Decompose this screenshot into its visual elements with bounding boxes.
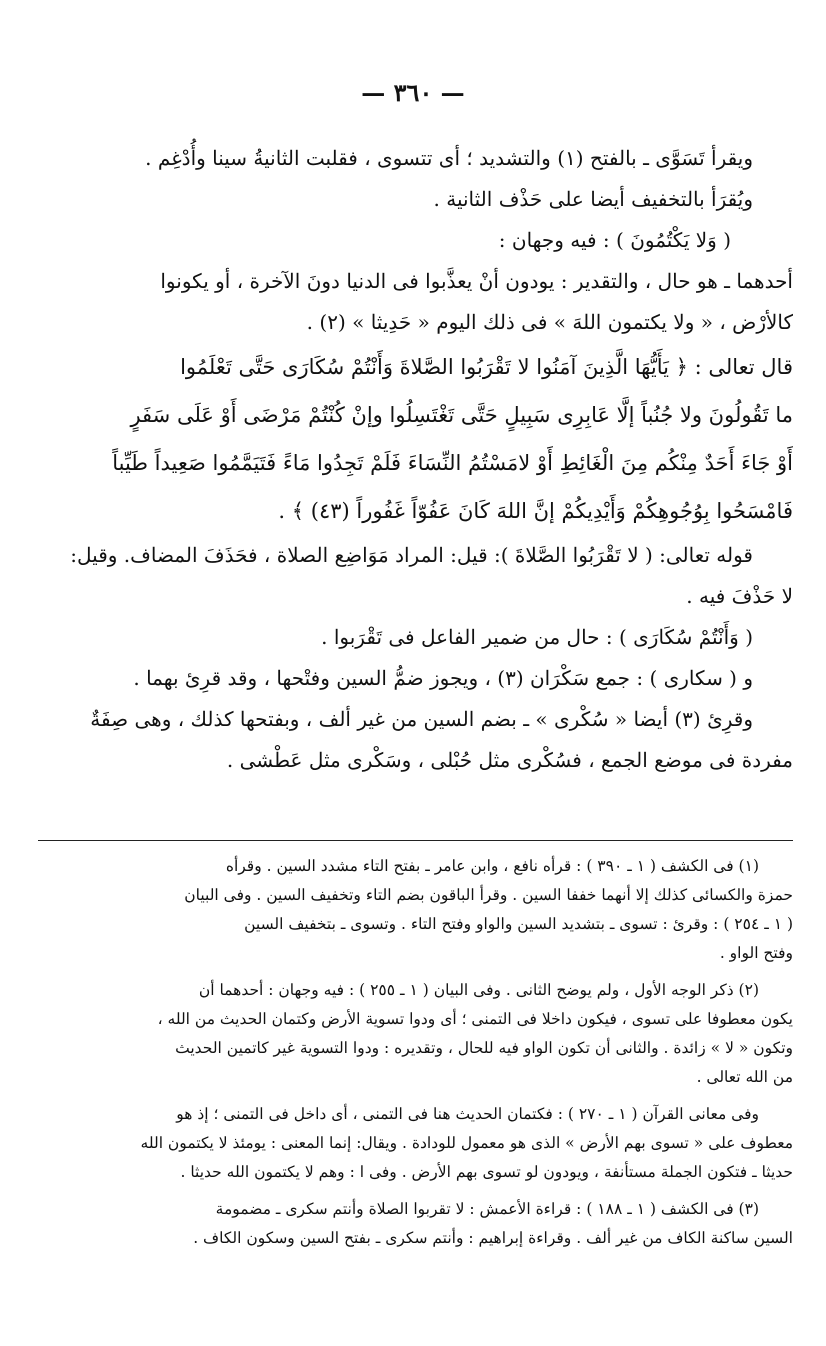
text-line: لا حَذْفَ فيه . [686, 584, 793, 608]
text-line: ( وَلا يَكْتُمُونَ ) : فيه وجهان : [498, 228, 731, 252]
footnote-line: وفتح الواو . [719, 944, 793, 962]
quran-verse-line: أَوْ جَاءَ أَحَدٌ مِنْكُم مِنَ الْغَائِطِ أَوْ لامَسْتُمُ النِّسَاءَ فَلَمْ تَجِدُوا مَاءً فَتَيَمَّمُوا صَعِيداً طَيِّباً [112, 451, 793, 475]
text-line: ويُقرَأ بالتخفيف أيضا على حَذْف الثانية . [433, 187, 753, 211]
footnote-line: حمزة والكسائى كذلك إلا أنهما خففا السين . وقرأ الباقون بضم التاء وتخفيف السين . وفى البيان [184, 886, 793, 904]
footnote-line: (١) فى الكشف ( ١ ـ ٣٩٠ ) : قرأه نافع ، وابن عامر ـ بفتح التاء مشدد السين . وقرأه [225, 857, 759, 875]
text-line: قوله تعالى: ( لا تَقْرَبُوا الصَّلاةَ ): قيل: المراد مَوَاضِع الصلاة ، فحَذَفَ المضاف. وقيل: [70, 543, 753, 567]
main-text [38, 138, 793, 781]
text-line: كالأرْض ، « ولا يكتمون اللهَ » فى ذلك اليوم « حَدِيثا » (٢) . [306, 310, 793, 334]
footnote-line: (٣) فى الكشف ( ١ ـ ١٨٨ ) : قراءة الأعمش : لا تقربوا الصلاة وأنتم سكرى ـ مضمومة [215, 1200, 759, 1218]
footnote-line: (٢) ذكر الوجه الأول ، ولم يوضح الثانى . وفى البيان ( ١ ـ ٢٥٥ ) : فيه وجهان : أحدهما أن [198, 981, 759, 999]
footnote-line: حديثا ـ فتكون الجملة مستأنفة ، ويودون لو تسوى بهم الأرض . وفى ا : وهم لا يكتمون الله حديثا . [180, 1163, 793, 1181]
footnote-line: ( ١ ـ ٢٥٤ ) : وقرئ : تسوى ـ بتشديد السين والواو وفتح التاء . وتسوى ـ بتخفيف السين [244, 915, 793, 933]
footnote-line: وتكون « لا » زائدة . والثانى أن تكون الواو فيه للحال ، وتقديره : ودوا التسوية غير كاتمين الحديث [175, 1039, 793, 1057]
page-number: — ٣٦٠ — [361, 78, 465, 107]
footnote-line: السين ساكنة الكاف من غير ألف . وقراءة إبراهيم : وأنتم سكرى ـ بفتح السين وسكون الكاف . [193, 1229, 793, 1247]
text-line: و ( سكارى ) : جمع سَكْرَان (٣) ، ويجوز ضمُّ السين وفتْحها ، وقد قرِئ بهما . [133, 666, 753, 690]
quran-verse-line: قال تعالى : ﴿ يَأَيُّهَا الَّذِينَ آمَنُوا لا تَقْرَبُوا الصَّلاةَ وَأَنْتُمْ سُكَارَى حَتَّى تَعْلَمُوا [180, 355, 793, 379]
quran-verse-line: ما تَقُولُونَ ولا جُنُباً إلَّا عَابِرِى سَبِيلٍ حَتَّى تَغْتَسِلُوا وإنْ كُنْتُمْ مَرْضَى أَوْ عَلَى سَفَرٍ [130, 403, 793, 427]
quran-verse-line: فَامْسَحُوا بِوُجُوهِكُمْ وَأَيْدِيكُمْ إنَّ اللهَ كَانَ عَفُوّاً غَفُوراً (٤٣) ﴾ . [278, 499, 793, 523]
footnote-line: معطوف على « تسوى بهم الأرض » الذى هو معمول للودادة . ويقال: إنما المعنى : يومئذ لا يكتمون الله [140, 1134, 793, 1152]
text-line: ويقرأ تَسَوَّى ـ بالفتح (١) والتشديد ؛ أى تتسوى ، فقلبت الثانيةُ سينا وأُدْغِم . [145, 146, 753, 170]
footnote-line: يكون معطوفا على تسوى ، فيكون داخلا فى التمنى ؛ أى ودوا تسوية الأرض وكتمان الحديث من الله ، [157, 1010, 793, 1028]
footnote-separator [38, 840, 793, 841]
text-line: مفردة فى موضع الجمع ، فسُكْرى مثل حُبْلى ، وسَكْرى مثل عَطْشى . [226, 748, 793, 772]
text-line: وقرِئ (٣) أيضا « سُكْرى » ـ بضم السين من غير ألف ، وبفتحها كذلك ، وهى صِفَةٌ [90, 707, 753, 731]
text-line: ( وَأَنْتُمْ سُكَارَى ) : حال من ضمير الفاعل فى تَقْرَبوا . [321, 625, 753, 649]
footnote-line: وفى معانى القرآن ( ١ ـ ٢٧٠ ) : فكتمان الحديث هنا فى التمنى ، أى داخل فى التمنى ؛ إذ هو [176, 1105, 759, 1123]
footnotes [38, 852, 793, 1253]
text-line: أحدهما ـ هو حال ، والتقدير : يودون أنْ يعذَّبوا فى الدنيا دونَ الآخرة ، أو يكونوا [160, 269, 793, 293]
footnote-line: من الله تعالى . [696, 1068, 793, 1086]
